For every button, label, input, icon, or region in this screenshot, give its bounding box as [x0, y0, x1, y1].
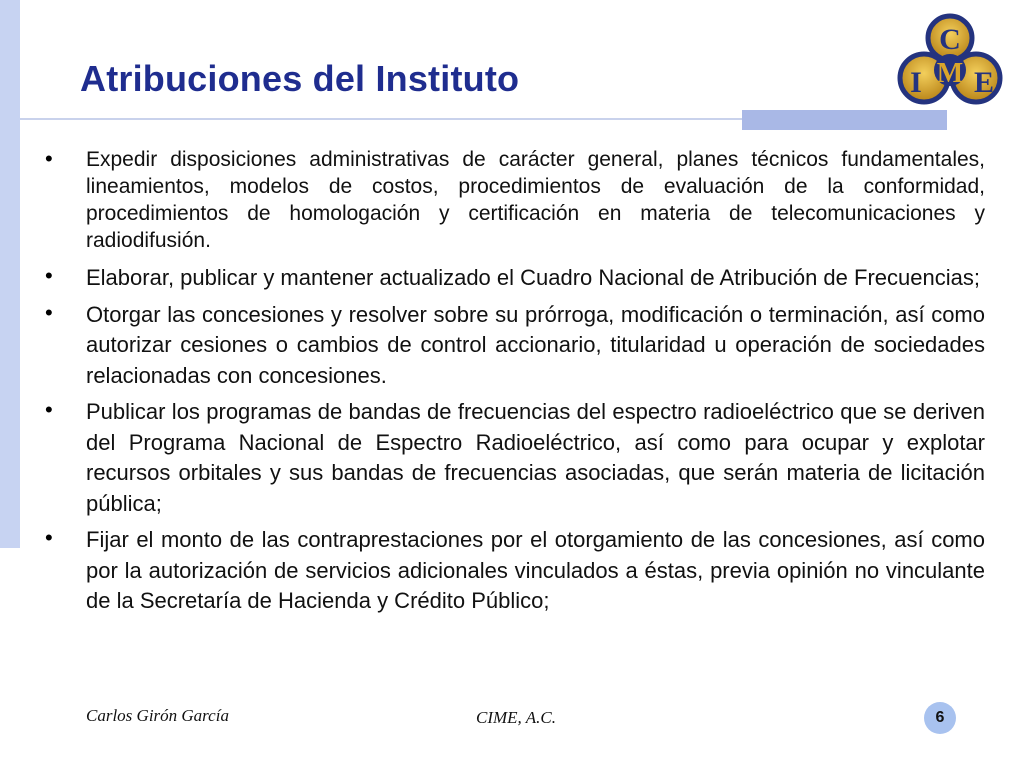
title-underline: [20, 118, 746, 120]
bullet-marker: •: [45, 397, 53, 422]
bullet-item: [45, 397, 985, 519]
footer-organization: CIME, A.C.: [476, 708, 556, 727]
bullet-text: Elaborar, publicar y mantener actualizado el Cuadro Nacional de Atribución de Frecuencias;: [86, 265, 980, 290]
footer-author: Carlos Girón García: [86, 706, 229, 725]
logo-letter-c: C: [939, 23, 961, 56]
cime-logo: [896, 12, 1004, 112]
bullet-item: [45, 525, 985, 617]
bullet-marker: •: [45, 146, 53, 171]
title-underline-accent: [742, 110, 947, 130]
logo-letter-i: I: [910, 66, 922, 99]
bullet-item: [45, 146, 985, 254]
page-number-badge: 6: [924, 702, 956, 734]
bullet-item: [45, 300, 985, 392]
bullet-text: Otorgar las concesiones y resolver sobre su prórroga, modificación o terminación, así como autorizar cesiones o cambios de control accionario, titularidad u operación de sociedades relacionadas con concesiones.: [86, 301, 985, 388]
bullet-item: [45, 263, 985, 294]
logo-letter-e: E: [973, 66, 995, 99]
bullet-text: Expedir disposiciones administrativas de carácter general, planes técnicos fundamentales, lineamientos, modelos de costos, procedimientos de evaluación de la conformidad, procedimientos de homologación y certificación en materia de telecomunicaciones y radiodifusión.: [86, 148, 985, 252]
bullet-list: [45, 146, 985, 617]
slide-title: Atribuciones del Instituto: [80, 58, 520, 99]
bullet-marker: •: [45, 263, 53, 288]
bullet-marker: •: [45, 299, 53, 325]
bullet-text: Fijar el monto de las contraprestaciones por el otorgamiento de las concesiones, así como por la autorización de servicios adicionales vinculados a éstas, previa opinión no vinculante de la Secretaría de Hacienda y Crédito Público;: [86, 527, 985, 613]
logo-letter-m: M: [936, 58, 964, 89]
left-accent-bar: [0, 0, 20, 548]
bullet-text: Publicar los programas de bandas de frecuencias del espectro radioeléctrico que se deriven del Programa Nacional de Espectro Radioeléctrico, así como para ocupar y explotar recursos orbitales y sus bandas de frecuencias asociadas, que serán materia de licitación pública;: [86, 399, 985, 516]
bullet-marker: •: [45, 525, 53, 550]
